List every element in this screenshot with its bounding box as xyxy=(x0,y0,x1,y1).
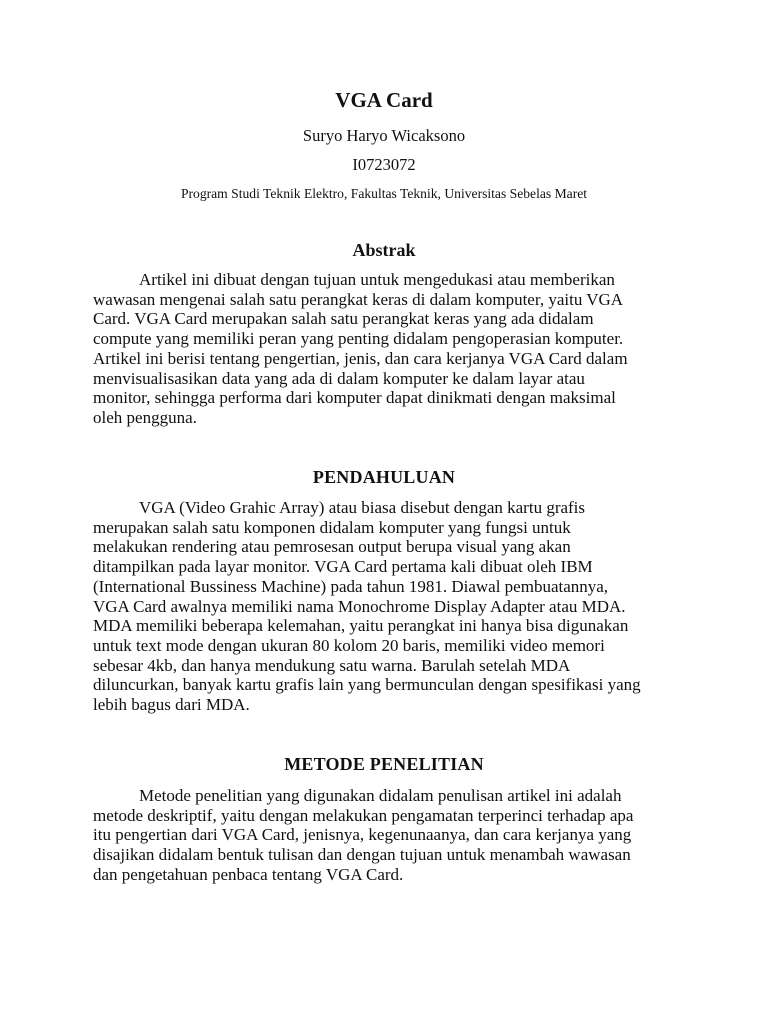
pendahuluan-paragraph xyxy=(93,498,693,715)
abstract-paragraph xyxy=(93,270,693,428)
metode-heading: METODE PENELITIAN xyxy=(284,754,484,774)
affiliation: Program Studi Teknik Elektro, Fakultas Teknik, Universitas Sebelas Maret xyxy=(180,186,588,201)
paragraph-line: lebih bagus dari MDA. xyxy=(93,695,250,715)
paragraph-line: compute yang memiliki peran yang penting didalam pengoperasian komputer. xyxy=(93,329,624,349)
author-name: Suryo Haryo Wicaksono xyxy=(302,126,466,145)
paragraph-line: Artikel ini berisi tentang pengertian, jenis, dan cara kerjanya VGA Card dalam xyxy=(93,348,628,368)
paragraph-line: oleh pengguna. xyxy=(93,407,197,427)
paragraph-line: MDA memiliki beberapa kelemahan, yaitu perangkat ini hanya bisa digunakan xyxy=(93,616,629,636)
paragraph-line: monitor, sehingga performa dari komputer dapat dinikmati dengan maksimal xyxy=(93,388,616,408)
paper-title: VGA Card xyxy=(335,88,433,112)
paragraph-line: VGA (Video Grahic Array) atau biasa disebut dengan kartu grafis xyxy=(139,498,586,517)
paragraph-line: untuk text mode dengan ukuran 80 kolom 20 baris, memiliki video memori xyxy=(93,635,605,655)
paragraph-line: metode deskriptif, yaitu dengan melakukan pengamatan terperinci terhadap apa xyxy=(93,805,634,825)
paragraph-line: melakukan rendering atau pemrosesan output berupa visual yang akan xyxy=(93,537,571,557)
pendahuluan-heading: PENDAHULUAN xyxy=(312,467,456,487)
paragraph-line: disajikan didalam bentuk tulisan dan dengan tujuan untuk menambah wawasan xyxy=(93,845,631,865)
paragraph-line: diluncurkan, banyak kartu grafis lain yang bermunculan dengan spesifikasi yang xyxy=(93,675,641,695)
paragraph-line: itu pengertian dari VGA Card, jenisnya, kegenunaanya, dan cara kerjanya yang xyxy=(93,825,632,845)
paragraph-line: Artikel ini dibuat dengan tujuan untuk mengedukasi atau memberikan xyxy=(139,270,615,289)
abstract-heading: Abstrak xyxy=(352,240,416,260)
student-id: I0723072 xyxy=(352,155,416,174)
paragraph-line: Metode penelitian yang digunakan didalam penulisan artikel ini adalah xyxy=(139,786,622,805)
paragraph-line: dan pengetahuan penbaca tentang VGA Card. xyxy=(93,864,404,884)
metode-paragraph xyxy=(93,786,693,885)
paragraph-line: sebesar 4kb, dan hanya mendukung satu warna. Barulah setelah MDA xyxy=(93,655,571,675)
paragraph-line: Card. VGA Card merupakan salah satu perangkat keras yang ada didalam xyxy=(93,309,594,329)
paragraph-line: (International Bussiness Machine) pada tahun 1981. Diawal pembuatannya, xyxy=(93,576,609,596)
paragraph-line: menvisualisasikan data yang ada di dalam komputer ke dalam layar atau xyxy=(93,368,585,388)
paragraph-line: wawasan mengenai salah satu perangkat keras di dalam komputer, yaitu VGA xyxy=(93,289,624,309)
paragraph-line: VGA Card awalnya memiliki nama Monochrome Display Adapter atau MDA. xyxy=(93,596,626,616)
paragraph-line: ditampilkan pada layar monitor. VGA Card pertama kali dibuat oleh IBM xyxy=(93,557,593,577)
paragraph-line: merupakan salah satu komponen didalam komputer yang fungsi untuk xyxy=(93,517,571,537)
